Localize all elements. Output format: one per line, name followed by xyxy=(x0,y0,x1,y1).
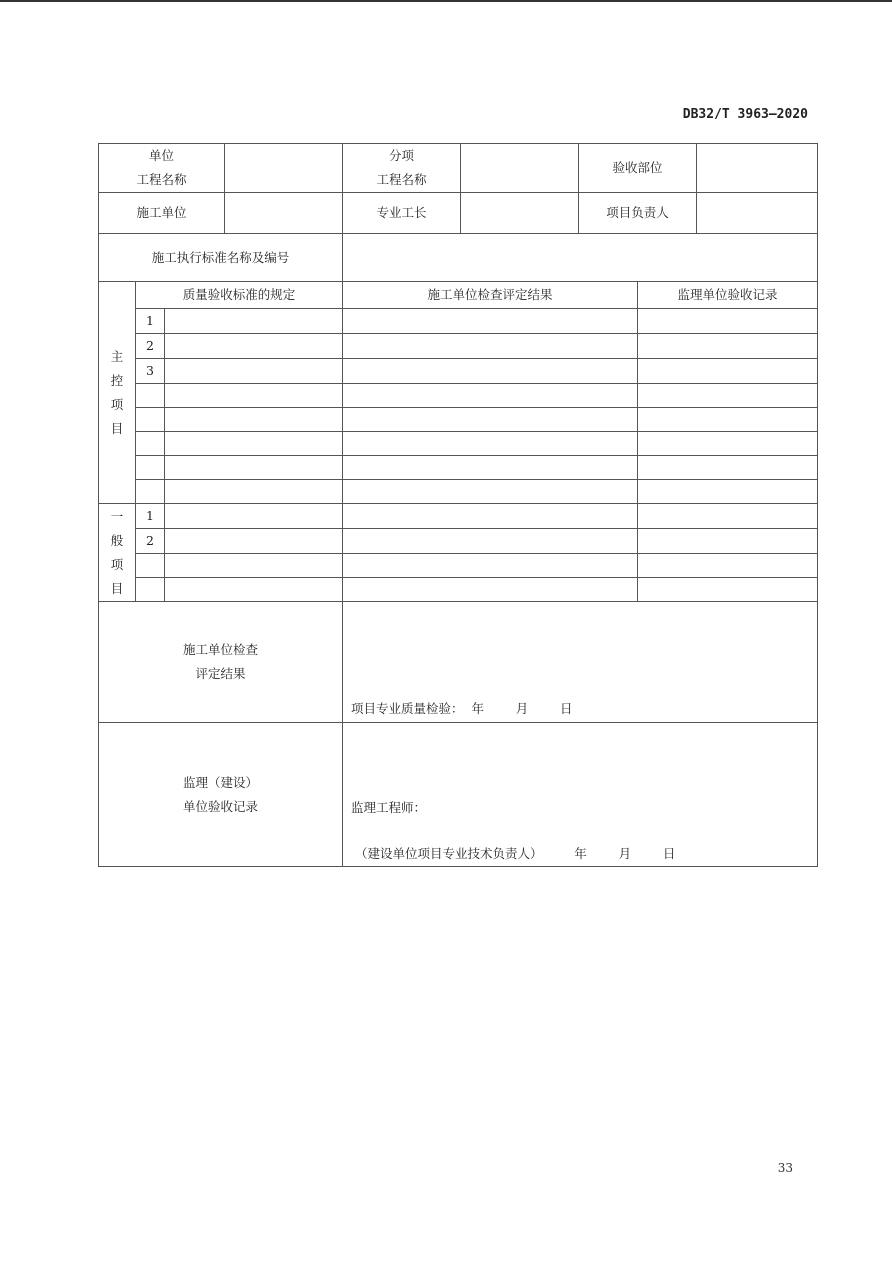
construction-unit-value[interactable] xyxy=(225,193,343,234)
top-border-line xyxy=(0,0,892,2)
general-row xyxy=(99,504,818,529)
project-manager-value[interactable] xyxy=(697,193,818,234)
row-number: 2 xyxy=(136,529,165,554)
construction-check-area[interactable] xyxy=(343,602,818,723)
quality-inspector-signature-line: 项目专业质量检验： 年 月 日 xyxy=(351,701,573,716)
project-name-row xyxy=(99,144,818,193)
supervision-row xyxy=(99,723,818,867)
quality-standard-cell[interactable] xyxy=(165,504,343,529)
supervision-record-cell[interactable] xyxy=(638,384,818,408)
standard-label: 施工执行标准名称及编号 xyxy=(99,234,343,282)
main-control-row xyxy=(99,309,818,334)
quality-standard-cell[interactable] xyxy=(165,529,343,554)
quality-standard-cell[interactable] xyxy=(165,456,343,480)
supervision-record-cell[interactable] xyxy=(638,359,818,384)
quality-standard-cell[interactable] xyxy=(165,334,343,359)
standard-row xyxy=(99,234,818,282)
construction-unit-row xyxy=(99,193,818,234)
quality-standard-cell[interactable] xyxy=(165,554,343,578)
row-number: 1 xyxy=(136,309,165,334)
construction-result-cell[interactable] xyxy=(343,504,638,529)
col-quality-standard: 质量验收标准的规定 xyxy=(136,282,343,309)
main-control-row xyxy=(99,384,818,408)
standard-value[interactable] xyxy=(343,234,818,282)
main-control-row xyxy=(99,480,818,504)
supervision-record-cell[interactable] xyxy=(638,309,818,334)
foreman-value[interactable] xyxy=(461,193,579,234)
construction-result-cell[interactable] xyxy=(343,384,638,408)
main-control-row xyxy=(99,334,818,359)
general-row xyxy=(99,578,818,602)
supervision-signature-line: （建设单位项目专业技术负责人） 年 月 日 xyxy=(355,846,676,861)
supervision-record-cell[interactable] xyxy=(638,504,818,529)
row-number xyxy=(136,432,165,456)
quality-standard-cell[interactable] xyxy=(165,359,343,384)
construction-check-row xyxy=(99,602,818,723)
supervision-label: 监理（建设） 单位验收记录 xyxy=(99,723,343,867)
acceptance-part-label: 验收部位 xyxy=(579,144,697,193)
acceptance-part-value[interactable] xyxy=(697,144,818,193)
row-number xyxy=(136,456,165,480)
supervision-record-cell[interactable] xyxy=(638,408,818,432)
row-number: 2 xyxy=(136,334,165,359)
row-number xyxy=(136,384,165,408)
page-number: 33 xyxy=(777,1161,793,1175)
construction-result-cell[interactable] xyxy=(343,480,638,504)
supervision-record-cell[interactable] xyxy=(638,334,818,359)
row-number xyxy=(136,554,165,578)
sub-item-value[interactable] xyxy=(461,144,579,193)
supervision-area[interactable] xyxy=(343,723,818,867)
quality-standard-cell[interactable] xyxy=(165,480,343,504)
construction-result-cell[interactable] xyxy=(343,432,638,456)
quality-standard-cell[interactable] xyxy=(165,384,343,408)
construction-check-label: 施工单位检查 评定结果 xyxy=(99,602,343,723)
supervision-engineer-label: 监理工程师： xyxy=(351,800,427,815)
col-supervision-record: 监理单位验收记录 xyxy=(638,282,818,309)
row-number xyxy=(136,480,165,504)
construction-unit-label: 施工单位 xyxy=(99,193,225,234)
general-row xyxy=(99,554,818,578)
row-number: 3 xyxy=(136,359,165,384)
standard-code: DB32/T 3963—2020 xyxy=(682,107,808,122)
supervision-record-cell[interactable] xyxy=(638,578,818,602)
supervision-record-cell[interactable] xyxy=(638,529,818,554)
supervision-record-cell[interactable] xyxy=(638,432,818,456)
main-control-row xyxy=(99,456,818,480)
inspection-record-form xyxy=(98,143,818,867)
foreman-label: 专业工长 xyxy=(343,193,461,234)
project-manager-label: 项目负责人 xyxy=(579,193,697,234)
general-items-label: 一 般 项 目 xyxy=(99,504,136,602)
construction-result-cell[interactable] xyxy=(343,529,638,554)
construction-result-cell[interactable] xyxy=(343,359,638,384)
column-header-row xyxy=(99,282,818,309)
main-control-row xyxy=(99,408,818,432)
quality-standard-cell[interactable] xyxy=(165,309,343,334)
row-number: 1 xyxy=(136,504,165,529)
construction-result-cell[interactable] xyxy=(343,309,638,334)
sub-item-label: 分项 工程名称 xyxy=(343,144,461,193)
supervision-record-cell[interactable] xyxy=(638,456,818,480)
construction-result-cell[interactable] xyxy=(343,334,638,359)
construction-result-cell[interactable] xyxy=(343,554,638,578)
row-number xyxy=(136,408,165,432)
row-number xyxy=(136,578,165,602)
construction-result-cell[interactable] xyxy=(343,578,638,602)
main-control-row xyxy=(99,432,818,456)
quality-standard-cell[interactable] xyxy=(165,432,343,456)
main-control-row xyxy=(99,359,818,384)
general-row xyxy=(99,529,818,554)
col-construction-result: 施工单位检查评定结果 xyxy=(343,282,638,309)
supervision-record-cell[interactable] xyxy=(638,480,818,504)
unit-project-value[interactable] xyxy=(225,144,343,193)
main-control-label: 主 控 项 目 xyxy=(99,282,136,504)
quality-standard-cell[interactable] xyxy=(165,408,343,432)
construction-result-cell[interactable] xyxy=(343,408,638,432)
construction-result-cell[interactable] xyxy=(343,456,638,480)
quality-standard-cell[interactable] xyxy=(165,578,343,602)
supervision-record-cell[interactable] xyxy=(638,554,818,578)
unit-project-label: 单位 工程名称 xyxy=(99,144,225,193)
